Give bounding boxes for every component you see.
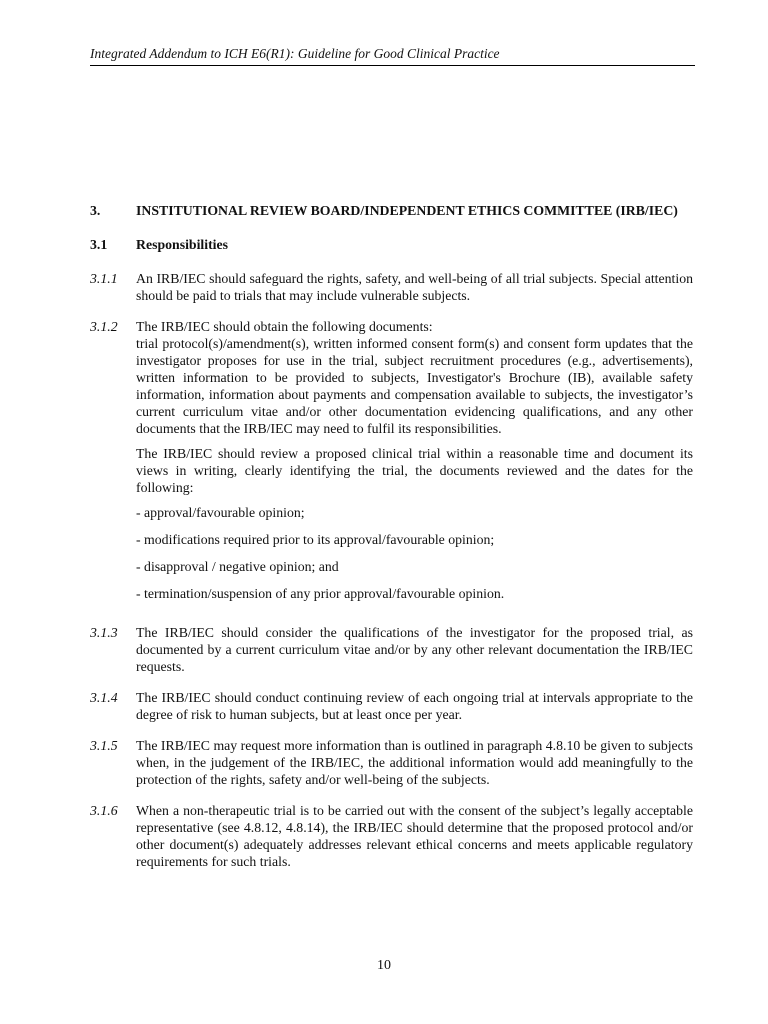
paragraph-text: The IRB/IEC should consider the qualifications of the investigator for the proposed trial, as documented by a current curriculum vitae and/or by any other relevant documentation the IRB/IEC requests. [136, 625, 693, 674]
paragraph-number: 3.1.3 [90, 625, 118, 640]
subsection-heading [90, 236, 693, 253]
paragraph-number: 3.1.4 [90, 690, 118, 705]
paragraph-3-1-1 [90, 270, 693, 304]
paragraph-3-1-3 [90, 624, 693, 675]
section-number: 3. [90, 203, 101, 218]
paragraph-body [136, 318, 693, 602]
paragraph-3-1-6 [90, 802, 693, 870]
documents-list-text: trial protocol(s)/amendment(s), written informed consent form(s) and consent form updates that the investigator proposes for use in the trial, subject recruitment procedures (e.g., advertisements), written information to be provided to subjects, Investigator's Brochure (IB), available safety information, information about payments and compensation available to subjects, the investigator’s current curriculum vitae and/or other documentation evidencing qualifications, and any other documents that the IRB/IEC may need to fulfil its responsibilities. [136, 336, 693, 436]
paragraph-text: The IRB/IEC may request more information than is outlined in paragraph 4.8.10 be given to subjects when, in the judgement of the IRB/IEC, the additional information would add meaningfully to the protection of the rights, safety and/or well-being of the subjects. [136, 738, 693, 787]
review-text: The IRB/IEC should review a proposed clinical trial within a reasonable time and document its views in writing, clearly identifying the trial, the documents reviewed and the dates for the following: [136, 446, 693, 495]
paragraph-number: 3.1.5 [90, 738, 118, 753]
paragraph-3-1-2 [90, 318, 693, 602]
list-item: - disapproval / negative opinion; and [136, 559, 339, 574]
subsection-title: Responsibilities [136, 237, 228, 252]
running-header: Integrated Addendum to ICH E6(R1): Guideline for Good Clinical Practice [90, 45, 695, 66]
paragraph-intro: The IRB/IEC should obtain the following documents: [136, 319, 433, 334]
list-item: - approval/favourable opinion; [136, 505, 305, 520]
list-item: - termination/suspension of any prior approval/favourable opinion. [136, 586, 505, 601]
section-title: INSTITUTIONAL REVIEW BOARD/INDEPENDENT ETHICS COMMITTEE (IRB/IEC) [136, 203, 678, 218]
list-item: - modifications required prior to its approval/favourable opinion; [136, 532, 495, 547]
paragraph-3-1-4 [90, 689, 693, 723]
paragraph-text: The IRB/IEC should conduct continuing review of each ongoing trial at intervals appropriate to the degree of risk to human subjects, but at least once per year. [136, 690, 693, 722]
document-body [90, 202, 693, 870]
page-number: 10 [377, 958, 391, 973]
paragraph-text: When a non-therapeutic trial is to be carried out with the consent of the subject’s legally acceptable representative (see 4.8.12, 4.8.14), the IRB/IEC should determine that the proposed protocol and/or other document(s) adequately addresses relevant ethical concerns and meets applicable regulatory requirements for such trials. [136, 803, 693, 869]
paragraph-number: 3.1.1 [90, 271, 118, 286]
paragraph-number: 3.1.6 [90, 803, 118, 818]
paragraph-text: An IRB/IEC should safeguard the rights, safety, and well-being of all trial subjects. Special attention should be paid to trials that may include vulnerable subjects. [136, 271, 693, 303]
paragraph-number: 3.1.2 [90, 319, 118, 334]
section-heading [90, 202, 693, 219]
subsection-number: 3.1 [90, 237, 108, 252]
paragraph-3-1-5 [90, 737, 693, 788]
